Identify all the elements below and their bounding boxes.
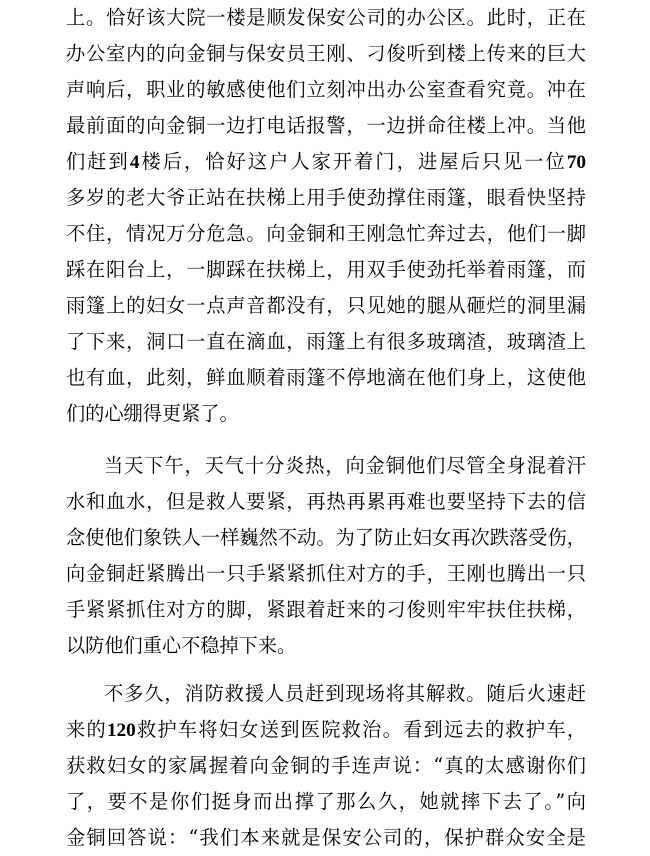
text-line: 不多久，消防救援人员赶到现场将其解救。随后火速赶	[104, 682, 586, 705]
text-line: 金铜回答说：“我们本来就是保安公司的，保护群众安全是	[66, 826, 586, 849]
number-text: 70	[566, 152, 587, 173]
text-line: 获救妇女的家属握着向金铜的手连声说：“真的太感谢你们	[66, 754, 586, 777]
text-line: 当天下午，天气十分炎热，向金铜他们尽管全身混着汗	[104, 454, 586, 477]
text-line: 不住，情况万分危急。向金铜和王刚急忙奔过去，他们一脚	[66, 222, 586, 245]
text-line: 来的120救护车将妇女送到医院救治。看到远去的救护车，	[66, 718, 587, 741]
text-line: 向金铜赶紧腾出一只手紧紧抓住对方的手，王刚也腾出一只	[66, 562, 586, 585]
text-line: 们的心绷得更紧了。	[66, 402, 239, 425]
text-line: 踩在阳台上，一脚踩在扶梯上，用双手使劲托举着雨篷，而	[66, 258, 586, 281]
text-line: 办公室内的向金铜与保安员王刚、刁俊听到楼上传来的巨大	[66, 42, 586, 65]
text-line: 以防他们重心不稳掉下来。	[66, 634, 297, 657]
text-line: 雨篷上的妇女一点声音都没有，只见她的腿从砸烂的洞里漏	[66, 294, 586, 317]
text-line: 了，要不是你们挺身而出撑了那么久，她就摔下去了。”向	[66, 790, 586, 813]
text-line: 上。恰好该大院一楼是顺发保安公司的办公区。此时，正在	[66, 6, 586, 29]
text-line: 水和血水，但是救人要紧，再热再累再难也要坚持下去的信	[66, 490, 586, 513]
text-line: 最前面的向金铜一边打电话报警，一边拼命往楼上冲。当他	[66, 114, 586, 137]
number-text: 4	[129, 152, 140, 173]
text-line: 多岁的老大爷正站在扶梯上用手使劲撑住雨篷，眼看快坚持	[66, 186, 586, 209]
number-text: 120	[106, 720, 136, 741]
text-line: 声响后，职业的敏感使他们立刻冲出办公室查看究竟。冲在	[66, 78, 586, 101]
text-line: 了下来，洞口一直在滴血，雨篷上有很多玻璃渣，玻璃渣上	[66, 330, 586, 353]
text-line: 念使他们象铁人一样巍然不动。为了防止妇女再次跌落受伤，	[66, 526, 586, 549]
text-line: 手紧紧抓住对方的脚，紧跟着赶来的刁俊则牢牢扶住扶梯，	[66, 598, 586, 621]
text-line: 也有血，此刻，鲜血顺着雨篷不停地滴在他们身上，这使他	[66, 366, 586, 389]
text-line: 们赶到4楼后，恰好这户人家开着门，进屋后只见一位70	[66, 150, 587, 173]
